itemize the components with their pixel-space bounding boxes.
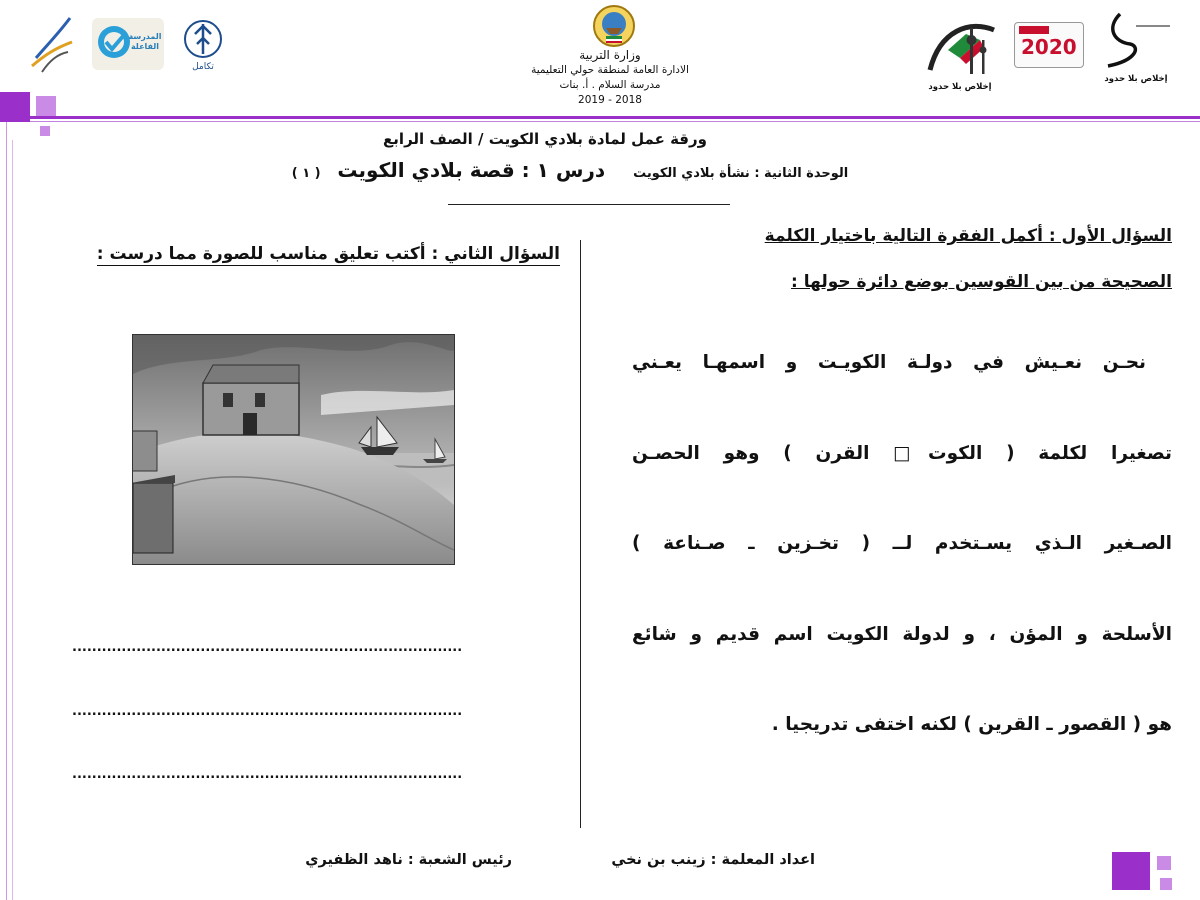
question1-line-5: هو ( القصور ـ القرين ) لكنه اختفى تدريجيا . bbox=[771, 714, 1172, 735]
question1-heading-cont: الصحيحة من بين القوسين بوضع دائرة حولها : bbox=[791, 272, 1172, 292]
ministry-district: الادارة العامة لمنطقة حولي التعليمية bbox=[531, 64, 689, 76]
calligraphy-logo bbox=[1100, 8, 1172, 88]
answer-line-3[interactable]: ............................................................................... bbox=[72, 767, 463, 782]
effective-school-logo-text: المدرسة الفاعلة bbox=[128, 32, 162, 51]
column-divider bbox=[580, 240, 581, 828]
corner-square-tiny-bottom bbox=[1160, 878, 1172, 890]
kuwait-towers-logo-icon bbox=[920, 10, 1000, 80]
takamol-logo-text: تكامل bbox=[192, 62, 214, 72]
unit-label: الوحدة الثانية : نشأة بلادي الكويت bbox=[633, 166, 849, 181]
title-underline bbox=[448, 204, 730, 205]
header-rule bbox=[0, 116, 1200, 119]
kuwait-emblem bbox=[592, 4, 636, 48]
lesson-number: ( ١ ) bbox=[291, 166, 321, 181]
school-name: مدرسة السلام . أ. بنات bbox=[559, 79, 661, 91]
left-border-rule bbox=[6, 92, 7, 900]
question1-line-4: الأسلحة و المؤن ، و لدولة الكويت اسم قديم و شائع bbox=[632, 624, 1172, 645]
corner-square-bottom-right bbox=[1112, 852, 1150, 890]
question2-heading-text: السؤال الثاني : أكتب تعليق مناسب للصورة مما درست : bbox=[96, 244, 560, 264]
head-of-dept-credit: رئيس الشعبة : ناهد الظفيري bbox=[305, 852, 512, 868]
corner-square-top-left bbox=[0, 92, 30, 122]
ministry-block bbox=[500, 48, 720, 108]
question2-heading bbox=[55, 244, 560, 264]
header-rule-thin bbox=[0, 121, 1200, 122]
corner-square-small bbox=[36, 96, 56, 116]
corner-square-small-bottom bbox=[1157, 856, 1171, 870]
question1-heading: السؤال الأول : أكمل الفقرة التالية باختيار الكلمة bbox=[764, 226, 1172, 246]
left-border-rule-inner bbox=[12, 140, 13, 900]
school-year: 2018 - 2019 bbox=[578, 94, 642, 106]
lesson-label: درس ١ : قصة بلادي الكويت bbox=[337, 158, 606, 182]
worksheet-title: ورقة عمل لمادة بلادي الكويت / الصف الرابع bbox=[383, 130, 707, 148]
kuwait-fort-photo bbox=[132, 334, 455, 565]
kuwait-towers-logo bbox=[920, 10, 1000, 94]
question1-line-2: تصغيرا لكلمة ( الكوت□ القرن ) وهو الحصـن bbox=[632, 443, 1172, 464]
vision-2020-logo-text: 2020 bbox=[1021, 35, 1077, 59]
kuwait-towers-logo-text: إخلاص بلا حدود bbox=[928, 82, 992, 92]
vision-2020-logo-icon bbox=[1019, 26, 1049, 34]
vision-2020-logo bbox=[1014, 22, 1084, 68]
question1-line-1: نحـن نعـيش في دولـة الكويـت و اسمهـا يعـني bbox=[632, 352, 1146, 373]
takamol-logo bbox=[182, 18, 224, 76]
fort-photo-illustration bbox=[132, 335, 454, 565]
answer-line-1[interactable]: ............................................................................... bbox=[72, 640, 463, 655]
takamol-logo-icon bbox=[182, 18, 224, 60]
ministry-name: وزارة التربية bbox=[579, 48, 641, 62]
fort-icon bbox=[203, 365, 299, 435]
swoosh-logo bbox=[28, 14, 78, 74]
answer-line-2[interactable]: ............................................................................... bbox=[72, 704, 463, 719]
calligraphy-logo-icon bbox=[1100, 8, 1172, 74]
calligraphy-logo-text: إخلاص بلا حدود bbox=[1104, 74, 1168, 84]
kuwait-emblem-icon bbox=[592, 4, 636, 48]
teacher-credit: اعداد المعلمة : زينب بن نخي bbox=[611, 852, 815, 868]
effective-school-logo bbox=[92, 18, 164, 70]
swoosh-logo-icon bbox=[28, 14, 78, 74]
question1-line-3: الصـغير الـذي يسـتخدم لــ ( تخـزين ـ صـناعة ) bbox=[632, 533, 1172, 554]
worksheet-subtitle bbox=[0, 158, 1200, 182]
